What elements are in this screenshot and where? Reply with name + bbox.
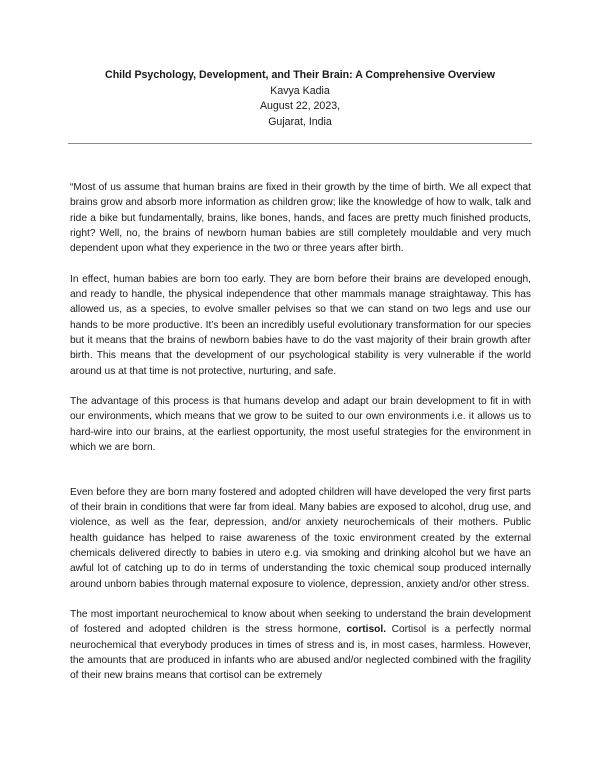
paragraph-3: The advantage of this process is that humans develop and adapt our brain development to fit in with our environments, which means that we grow to be suited to our own environments i.e. it allows us to hard-wire into our brains, at the earliest opportunity, the most useful strategies for the environment in which we are born. — [70, 396, 531, 454]
document-header — [0, 68, 600, 130]
paragraph-2: In effect, human babies are born too early. They are born before their brains are developed enough, and ready to handle, the physical independence that other mammals manage straightaway. This has allowed us, as a species, to evolve smaller pelvises so that we can stand on two legs and use our hands to be more productive. It’s been an incredibly useful evolutionary transformation for our species but it means that the brains of newborn babies have to do the vast majority of their brain growth after birth. This means that the development of our psychological stability is very vulnerable if the world around us at that time is not protective, nurturing, and safe. — [70, 273, 531, 377]
author-name: Kavya Kadia — [270, 84, 330, 97]
publication-date: August 22, 2023, — [259, 100, 341, 112]
location: Gujarat, India — [268, 115, 332, 128]
paragraph-5-text-start: The most important neurochemical to know about when seeking to understand the brain development of fostered and adopted children is the stress hormone, — [70, 608, 531, 636]
document-title: Child Psychology, Development, and Their Brain: A Comprehensive Overview — [105, 69, 495, 81]
paragraph-1: “Most of us assume that human brains are fixed in their growth by the time of birth. We all expect that brains grow and absorb more information as children grow; like the knowledge of how to walk, talk and ride a bike but fundamentally, brains, like bones, hands, and faces are pretty much finished products, right? Well, no, the brains of newborn human babies are still completely mouldable and very much dependent upon what they experience in the two or three years after birth. — [70, 182, 531, 255]
paragraph-5 — [70, 607, 531, 684]
document-body — [70, 180, 531, 684]
paragraph-4: Even before they are born many fostered and adopted children will have developed the very first parts of their brain in conditions that were far from ideal. Many babies are exposed to alcohol, drug use, and violence, as well as the fear, depression, and/or anxiety neurochemicals of their mothers. Public health guidance has helped to raise awareness of the toxic environment created by the external chemicals delivered directly to babies in utero e.g. via smoking and drinking alcohol but we have an awful lot of catching up to do in terms of understanding the toxic chemical soup produced internally around unborn babies through maternal exposure to violence, depression, anxiety and/or other stress. — [70, 486, 531, 590]
cortisol-term: cortisol. — [346, 624, 387, 636]
header-divider — [68, 143, 532, 144]
paragraph-5-text-end: Cortisol is a perfectly normal neurochemical that everybody produces in times of stress and is, in most cases, harmless. However, the amounts that are produced in infants who are abused and/or neglected combined with the fragility of their new brains means that cortisol can be extremely — [70, 624, 531, 682]
